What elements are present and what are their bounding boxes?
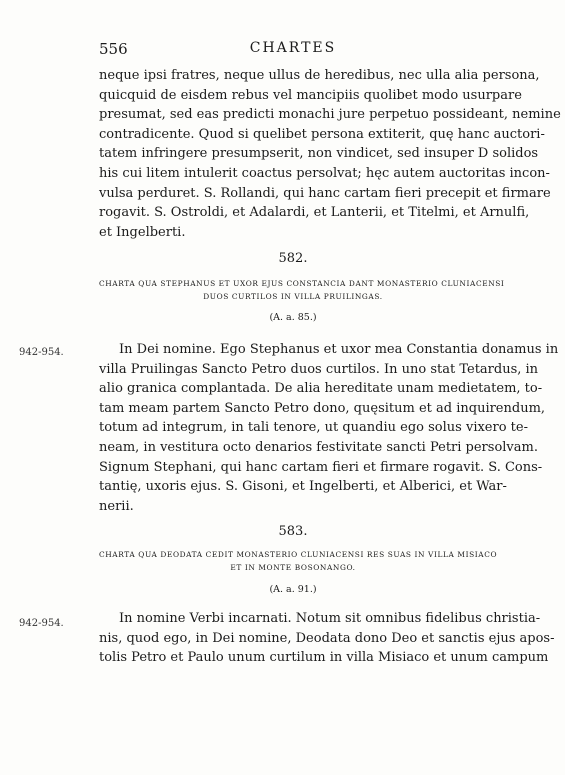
page-number: 556 [99, 40, 128, 58]
charter-583-text [99, 609, 555, 668]
text-line: tolis Petro et Paulo unum curtilum in villa Misiaco et unum campum [99, 650, 549, 666]
text-line: alio granica complantada. De alia hereditate unam medietatem, to- [99, 381, 543, 397]
text-line: neam, in vestitura octo denarios festivitate sancti Petri persolvam. [99, 439, 538, 455]
text-line: In nomine Verbi incarnati. Notum sit omnibus fidelibus christia- [119, 611, 541, 626]
text-line: totum ad integrum, in tali tenore, ut quandiu ego solus vixero te- [99, 420, 528, 436]
charter-title-line: CHARTA QUA DEODATA CEDIT MONASTERIO CLUNIACENSI RES SUAS IN VILLA MISIACO [99, 550, 498, 559]
margin-date: 942-954. [19, 347, 64, 358]
text-line: nerii. [99, 498, 134, 514]
text-line: et Ingelberti. [99, 224, 186, 240]
charter-number: 583. [278, 524, 308, 539]
charter-title [99, 548, 498, 574]
text-line: presumat, sed eas predicti monachi jure perpetuo possideant, nemine [99, 107, 561, 123]
text-line: villa Pruilingas Sancto Petro duos curtilos. In uno stat Tetardus, in [99, 361, 539, 377]
text-line: his cui litem intulerit coactus persolvat; hęc autem auctoritas incon- [99, 165, 550, 181]
charter-title-line: DUOS CURTILOS IN VILLA PRUILINGAS. [203, 292, 383, 301]
running-head [99, 40, 487, 58]
text-line: Signum Stephani, qui hanc cartam fieri et firmare rogavit. S. Cons- [99, 459, 543, 475]
text-line: In Dei nomine. Ego Stephanus et uxor mea Constantia donamus in [119, 342, 559, 357]
charter-date: (A. a. 85.) [269, 312, 317, 323]
charter-title-line: CHARTA QUA STEPHANUS ET UXOR EJUS CONSTANCIA DANT MONASTERIO CLUNIACENSI [99, 279, 505, 288]
charter-number: 582. [278, 251, 308, 266]
text-line: rogavit. S. Ostroldi, et Adalardi, et Lanterii, et Titelmi, et Arnulfi, [99, 205, 530, 221]
charter-title [99, 277, 505, 303]
text-line: tam meam partem Sancto Petro dono, quęsitum et ad inquirendum, [99, 400, 546, 416]
running-title: CHARTES [249, 40, 337, 56]
text-line: tantię, uxoris ejus. S. Gisoni, et Ingelberti, et Alberici, et War- [99, 479, 507, 495]
text-line: quicquid de eisdem rebus vel mancipiis quolibet modo usurpare [99, 87, 522, 103]
charter-582-text [99, 340, 559, 516]
charter-date: (A. a. 91.) [269, 584, 317, 595]
text-line: contradicente. Quod si quelibet persona extiterit, quę hanc auctori- [99, 126, 545, 142]
charter-title-line: ET IN MONTE BOSONANGO. [230, 563, 356, 572]
text-line: tatem infringere presumpserit, non vindicet, sed insuper D solidos [99, 146, 539, 162]
text-line: neque ipsi fratres, neque ullus de heredibus, nec ulla alia persona, [99, 68, 540, 83]
charter-581-continuation [99, 66, 561, 242]
text-line: nis, quod ego, in Dei nomine, Deodata dono Deo et sanctis ejus apos- [99, 630, 555, 646]
text-line: vulsa perduret. S. Rollandi, qui hanc cartam fieri precepit et firmare [99, 185, 551, 201]
margin-date: 942-954. [19, 618, 64, 629]
